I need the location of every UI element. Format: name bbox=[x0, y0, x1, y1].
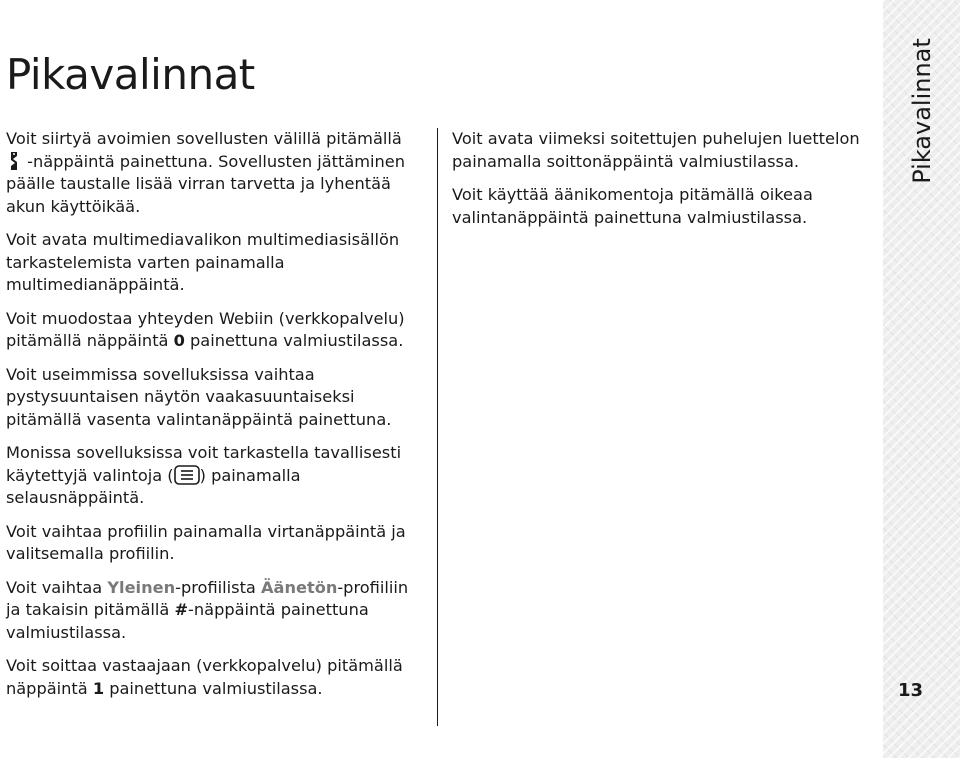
paragraph-profile: Voit vaihtaa profiilin painamalla virtanäppäintä ja valitsemalla profiilin. bbox=[6, 521, 406, 563]
paragraph-text: ) painamalla selausnäppäintä. bbox=[6, 465, 301, 507]
paragraph-app-switching bbox=[6, 128, 424, 218]
paragraph-orientation: Voit useimmissa sovelluksissa vaihtaa pystysuuntaisen näytön vaakasuuntaiseksi pitämällä vasenta valintanäppäintä painettuna. bbox=[6, 364, 392, 429]
menu-key-icon bbox=[6, 151, 22, 171]
paragraph-voice-commands: Voit käyttää äänikomentoja pitämällä oikeaa valintanäppäintä painettuna valmiustilassa. bbox=[452, 185, 813, 227]
key-hash: # bbox=[174, 600, 189, 619]
paragraph-text: Voit siirtyä avoimien sovellusten välillä pitämällä bbox=[6, 129, 402, 148]
column-divider bbox=[437, 128, 438, 726]
paragraph-text: Monissa sovelluksissa voit tarkastella tavallisesti käytettyjä valintoja ( bbox=[6, 443, 402, 485]
paragraph-multimedia: Voit avata multimediavalikon multimediasisällön tarkastelemista varten painamalla multimedianäppäintä. bbox=[6, 230, 400, 294]
paragraph-options bbox=[6, 442, 424, 510]
paragraph-text: -profiiliin ja takaisin pitämällä bbox=[6, 577, 409, 619]
key-zero: 0 bbox=[173, 331, 185, 350]
options-menu-icon bbox=[174, 465, 200, 485]
paragraph-text: -profiilista bbox=[175, 577, 261, 597]
profile-name-silent: Äänetön bbox=[261, 577, 338, 597]
side-tab-text: Pikavalinnat bbox=[908, 38, 936, 184]
paragraph-recent-calls: Voit avata viimeksi soitettujen puhelujen luettelon painamalla soittonäppäintä valmiustilassa. bbox=[452, 129, 860, 171]
paragraph-text: Voit muodostaa yhteyden Webiin (verkkopalvelu) pitämällä näppäintä bbox=[6, 308, 405, 350]
paragraph-text: -näppäintä painettuna. Sovellusten jättäminen päälle taustalle lisää virran tarvetta ja lyhentää akun käyttöikää. bbox=[6, 151, 406, 216]
right-column bbox=[452, 128, 872, 240]
paragraph-web bbox=[6, 308, 424, 353]
paragraph-voicemail bbox=[6, 655, 424, 700]
side-tab-label bbox=[908, 30, 936, 192]
paragraph-text: painettuna valmiustilassa. bbox=[104, 678, 323, 698]
profile-name-general: Yleinen bbox=[107, 577, 176, 597]
paragraph-text: Voit vaihtaa bbox=[6, 577, 108, 597]
left-column bbox=[6, 128, 424, 711]
paragraph-text: Voit soittaa vastaajaan (verkkopalvelu) pitämällä näppäintä bbox=[6, 656, 403, 698]
page-number: 13 bbox=[898, 680, 924, 701]
key-one: 1 bbox=[92, 678, 105, 698]
paragraph-text: -näppäintä painettuna valmiustilassa. bbox=[6, 600, 369, 642]
page-title: Pikavalinnat bbox=[6, 50, 255, 99]
paragraph-text: painettuna valmiustilassa. bbox=[184, 331, 404, 350]
paragraph-profile-toggle bbox=[6, 577, 424, 645]
